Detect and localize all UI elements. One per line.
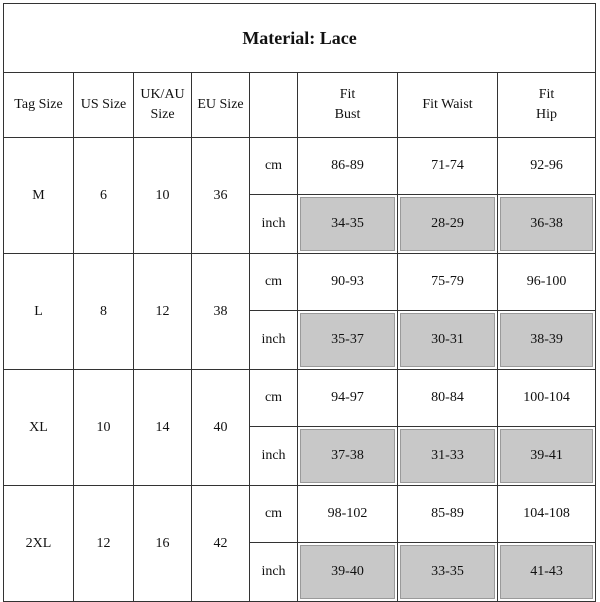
table-row (4, 370, 596, 427)
bust-inch-value: 34-35 (300, 197, 395, 251)
hip-inch-value: 36-38 (500, 197, 593, 251)
header-fit-waist: Fit Waist (398, 73, 498, 138)
header-fit-bust (298, 73, 398, 138)
us-size-cell: 10 (74, 370, 134, 486)
header-fit-bust-line2: Bust (334, 107, 361, 122)
waist-inch-value: 30-31 (400, 313, 495, 367)
waist-cm-cell: 71-74 (398, 138, 498, 195)
tag-size-cell: XL (4, 370, 74, 486)
hip-cm-cell: 92-96 (498, 138, 596, 195)
header-uk-au-line1: UK/AU (140, 87, 185, 102)
bust-inch-value: 39-40 (300, 545, 395, 599)
bust-cm-cell: 86-89 (298, 138, 398, 195)
waist-inch-cell (398, 427, 498, 486)
header-fit-hip (498, 73, 596, 138)
waist-inch-cell (398, 195, 498, 254)
waist-inch-cell (398, 543, 498, 602)
bust-inch-cell (298, 427, 398, 486)
eu-size-cell: 38 (192, 254, 250, 370)
tag-size-cell: M (4, 138, 74, 254)
unit-cell: inch (250, 311, 298, 370)
header-unit (250, 73, 298, 138)
unit-cell: inch (250, 427, 298, 486)
hip-inch-cell (498, 543, 596, 602)
unit-cell: cm (250, 370, 298, 427)
header-uk-au-size (134, 73, 192, 138)
waist-inch-value: 28-29 (400, 197, 495, 251)
uk-size-cell: 10 (134, 138, 192, 254)
hip-cm-cell: 100-104 (498, 370, 596, 427)
chart-title: Material: Lace (4, 4, 596, 73)
bust-cm-cell: 94-97 (298, 370, 398, 427)
hip-inch-value: 39-41 (500, 429, 593, 483)
header-uk-au-line2: Size (150, 107, 175, 122)
hip-inch-cell (498, 311, 596, 370)
unit-cell: cm (250, 254, 298, 311)
header-us-size: US Size (74, 73, 134, 138)
size-table (3, 3, 596, 602)
waist-inch-value: 31-33 (400, 429, 495, 483)
bust-inch-cell (298, 543, 398, 602)
waist-inch-cell (398, 311, 498, 370)
uk-size-cell: 16 (134, 486, 192, 602)
header-fit-hip-line1: Fit (538, 87, 555, 102)
us-size-cell: 6 (74, 138, 134, 254)
table-row (4, 138, 596, 195)
tag-size-cell: 2XL (4, 486, 74, 602)
eu-size-cell: 36 (192, 138, 250, 254)
size-chart (3, 3, 595, 594)
waist-cm-cell: 80-84 (398, 370, 498, 427)
eu-size-cell: 42 (192, 486, 250, 602)
unit-cell: cm (250, 138, 298, 195)
bust-inch-value: 37-38 (300, 429, 395, 483)
header-fit-hip-line2: Hip (536, 107, 558, 122)
hip-cm-cell: 104-108 (498, 486, 596, 543)
us-size-cell: 12 (74, 486, 134, 602)
bust-inch-cell (298, 311, 398, 370)
hip-cm-cell: 96-100 (498, 254, 596, 311)
bust-inch-value: 35-37 (300, 313, 395, 367)
uk-size-cell: 14 (134, 370, 192, 486)
waist-cm-cell: 75-79 (398, 254, 498, 311)
eu-size-cell: 40 (192, 370, 250, 486)
bust-cm-cell: 98-102 (298, 486, 398, 543)
header-row (4, 73, 596, 138)
tag-size-cell: L (4, 254, 74, 370)
bust-inch-cell (298, 195, 398, 254)
hip-inch-value: 38-39 (500, 313, 593, 367)
table-row (4, 254, 596, 311)
uk-size-cell: 12 (134, 254, 192, 370)
hip-inch-cell (498, 427, 596, 486)
header-tag-size: Tag Size (4, 73, 74, 138)
hip-inch-cell (498, 195, 596, 254)
unit-cell: cm (250, 486, 298, 543)
waist-cm-cell: 85-89 (398, 486, 498, 543)
us-size-cell: 8 (74, 254, 134, 370)
waist-inch-value: 33-35 (400, 545, 495, 599)
header-fit-bust-line1: Fit (339, 87, 356, 102)
unit-cell: inch (250, 195, 298, 254)
bust-cm-cell: 90-93 (298, 254, 398, 311)
hip-inch-value: 41-43 (500, 545, 593, 599)
header-eu-size: EU Size (192, 73, 250, 138)
unit-cell: inch (250, 543, 298, 602)
table-row (4, 486, 596, 543)
